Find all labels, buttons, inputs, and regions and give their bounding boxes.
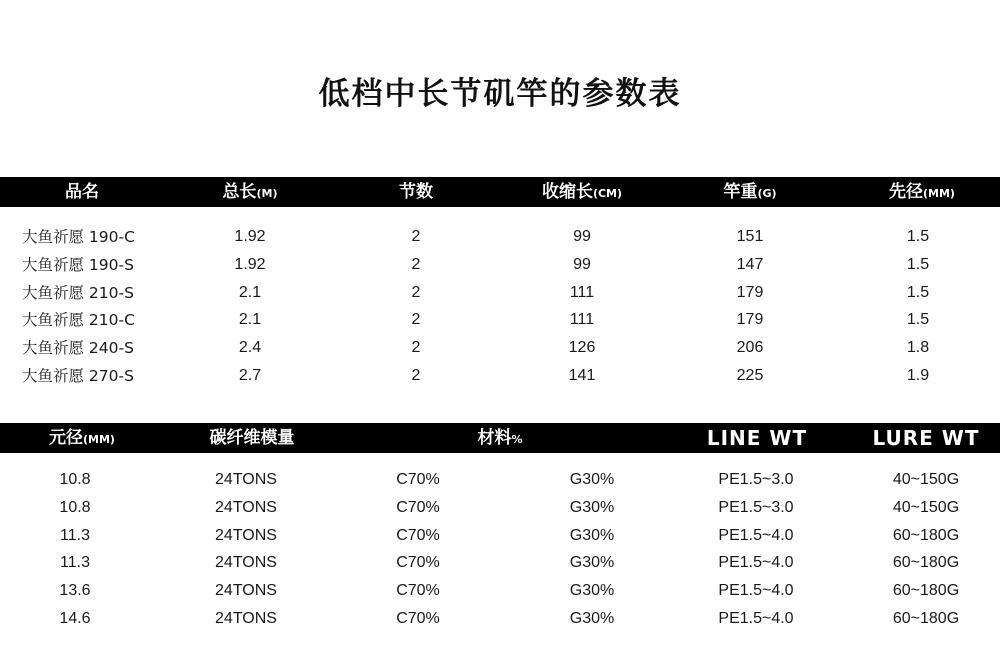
header-tip-diameter: 先径(MM): [889, 182, 955, 202]
cell-glass-ratio: G30%: [569, 526, 615, 544]
table-row: [0, 362, 1000, 390]
cell-total-length: 2.7: [238, 367, 262, 384]
cell-butt-diameter: 10.8: [59, 471, 91, 488]
cell-butt-diameter: 11.3: [60, 526, 90, 544]
cell-total-length: 1.92: [234, 255, 266, 273]
cell-rod-weight: 147: [736, 255, 764, 273]
cell-butt-diameter: 10.8: [59, 498, 91, 516]
cell-butt-diameter: 14.6: [59, 610, 91, 627]
cell-carbon-ratio: C70%: [396, 526, 440, 544]
cell-lure-weight: 40~150G: [892, 498, 960, 516]
header-product-name: 品名: [65, 182, 99, 202]
table1-header: [0, 177, 1000, 207]
cell-closed-length: 111: [569, 283, 595, 301]
cell-rod-weight: 151: [736, 228, 764, 245]
table-row: [0, 466, 1000, 494]
cell-carbon-ratio: C70%: [396, 498, 440, 516]
cell-carbon-modulus: 24TONS: [215, 526, 277, 544]
header-carbon-modulus: 碳纤维模量: [209, 428, 295, 448]
table-row: [0, 223, 1000, 251]
header-closed-length: 收缩长(CM): [541, 182, 623, 202]
cell-carbon-modulus: 24TONS: [215, 471, 277, 488]
cell-closed-length: 111: [569, 311, 595, 329]
cell-glass-ratio: G30%: [569, 582, 615, 600]
cell-tip-diameter: 1.5: [906, 311, 930, 329]
cell-sections: 2: [411, 339, 421, 357]
cell-closed-length: 99: [573, 228, 591, 245]
table-row: [0, 549, 1000, 577]
cell-product-name: 大鱼祈愿 210-C: [22, 311, 135, 330]
cell-total-length: 1.92: [234, 228, 266, 245]
cell-tip-diameter: 1.5: [906, 228, 930, 245]
cell-product-name: 大鱼祈愿 270-S: [22, 367, 134, 385]
cell-closed-length: 141: [568, 367, 596, 384]
header-butt-diameter: 元径(MM): [49, 428, 115, 448]
table-row: [0, 494, 1000, 522]
cell-carbon-modulus: 24TONS: [215, 582, 277, 600]
cell-butt-diameter: 13.6: [59, 582, 91, 600]
cell-carbon-ratio: C70%: [396, 610, 440, 627]
cell-product-name: 大鱼祈愿 190-C: [22, 228, 135, 246]
cell-line-weight: PE1.5~3.0: [718, 471, 794, 488]
cell-carbon-modulus: 24TONS: [215, 554, 277, 572]
cell-carbon-modulus: 24TONS: [215, 610, 277, 627]
cell-rod-weight: 179: [736, 283, 764, 301]
table-row: [0, 279, 1000, 307]
cell-line-weight: PE1.5~4.0: [718, 610, 794, 627]
header-sections: 节数: [399, 182, 433, 202]
cell-total-length: 2.1: [238, 283, 262, 301]
cell-tip-diameter: 1.5: [906, 283, 930, 301]
table-row: [0, 605, 1000, 633]
cell-lure-weight: 40~150G: [892, 471, 960, 488]
cell-sections: 2: [411, 367, 421, 384]
page-title: 低档中长节矶竿的参数表: [318, 76, 682, 112]
table-row: [0, 306, 1000, 334]
cell-rod-weight: 206: [736, 339, 764, 357]
cell-total-length: 2.4: [238, 339, 262, 357]
table-row: [0, 334, 1000, 362]
table2-header: [0, 423, 1000, 453]
cell-lure-weight: 60~180G: [892, 526, 960, 544]
cell-lure-weight: 60~180G: [892, 610, 960, 627]
table-row: [0, 577, 1000, 605]
cell-tip-diameter: 1.8: [906, 339, 930, 357]
table-row: [0, 251, 1000, 279]
cell-total-length: 2.1: [238, 311, 262, 329]
cell-carbon-ratio: C70%: [396, 554, 440, 572]
header-lure-weight: LURE WT: [872, 426, 980, 450]
cell-rod-weight: 225: [736, 367, 764, 384]
cell-lure-weight: 60~180G: [892, 582, 960, 600]
cell-sections: 2: [411, 255, 421, 273]
cell-lure-weight: 60~180G: [892, 554, 960, 572]
cell-carbon-ratio: C70%: [396, 582, 440, 600]
cell-product-name: 大鱼祈愿 240-S: [22, 339, 134, 358]
cell-line-weight: PE1.5~4.0: [718, 554, 794, 572]
header-material: 材料%: [477, 428, 523, 448]
cell-sections: 2: [411, 311, 421, 329]
cell-line-weight: PE1.5~4.0: [718, 582, 794, 600]
cell-product-name: 大鱼祈愿 190-S: [22, 255, 134, 274]
cell-glass-ratio: G30%: [569, 498, 615, 516]
cell-glass-ratio: G30%: [569, 554, 615, 572]
header-rod-weight: 竿重(G): [723, 182, 777, 202]
cell-tip-diameter: 1.9: [906, 367, 930, 384]
cell-closed-length: 99: [573, 255, 591, 273]
cell-sections: 2: [411, 283, 421, 301]
table-row: [0, 522, 1000, 550]
cell-butt-diameter: 11.3: [60, 554, 90, 572]
cell-line-weight: PE1.5~3.0: [718, 498, 794, 516]
header-total-length: 总长(M): [222, 182, 278, 202]
cell-product-name: 大鱼祈愿 210-S: [22, 283, 134, 302]
cell-line-weight: PE1.5~4.0: [718, 526, 794, 544]
cell-glass-ratio: G30%: [569, 471, 615, 488]
cell-rod-weight: 179: [736, 311, 764, 329]
cell-sections: 2: [411, 228, 421, 245]
cell-carbon-ratio: C70%: [396, 471, 440, 488]
cell-tip-diameter: 1.5: [906, 255, 930, 273]
cell-closed-length: 126: [568, 339, 596, 357]
cell-carbon-modulus: 24TONS: [215, 498, 277, 516]
cell-glass-ratio: G30%: [569, 610, 615, 627]
header-line-weight: LINE WT: [706, 426, 808, 450]
